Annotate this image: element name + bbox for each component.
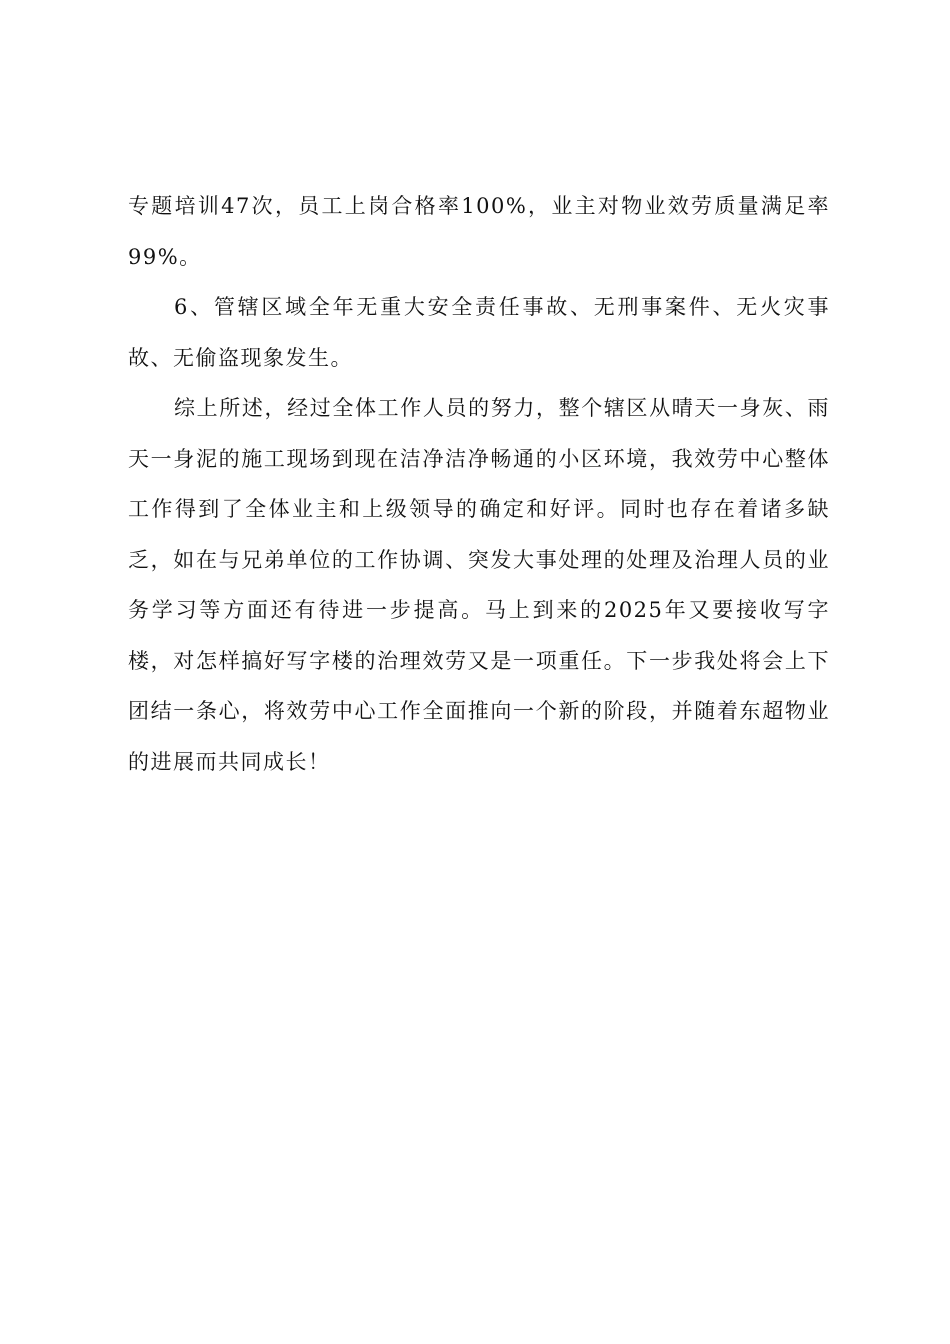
paragraph-training-stats: 专题培训47次，员工上岗合格率100%，业主对物业效劳质量满足率99%。 [128,194,830,269]
paragraph-summary: 综上所述，经过全体工作人员的努力，整个辖区从晴天一身灰、雨天一身泥的施工现场到现在洁净洁净畅通的小区环境，我效劳中心整体工作得到了全体业主和上级领导的确定和好评。同时也存在着诸多缺乏，如在与兄弟单位的工作协调、突发大事处理的处理及治理人员的业务学习等方面还有待进一步提高。马上到来的2025年又要接收写字楼，对怎样搞好写字楼的治理效劳又是一项重任。下一步我处将会上下团结一条心，将效劳中心工作全面推向一个新的阶段，并随着东超物业的进展而共同成长！ [128,396,830,774]
paragraph-safety-record: 6、管辖区域全年无重大安全责任事故、无刑事案件、无火灾事故、无偷盗现象发生。 [128,295,830,370]
document-body [128,181,830,787]
